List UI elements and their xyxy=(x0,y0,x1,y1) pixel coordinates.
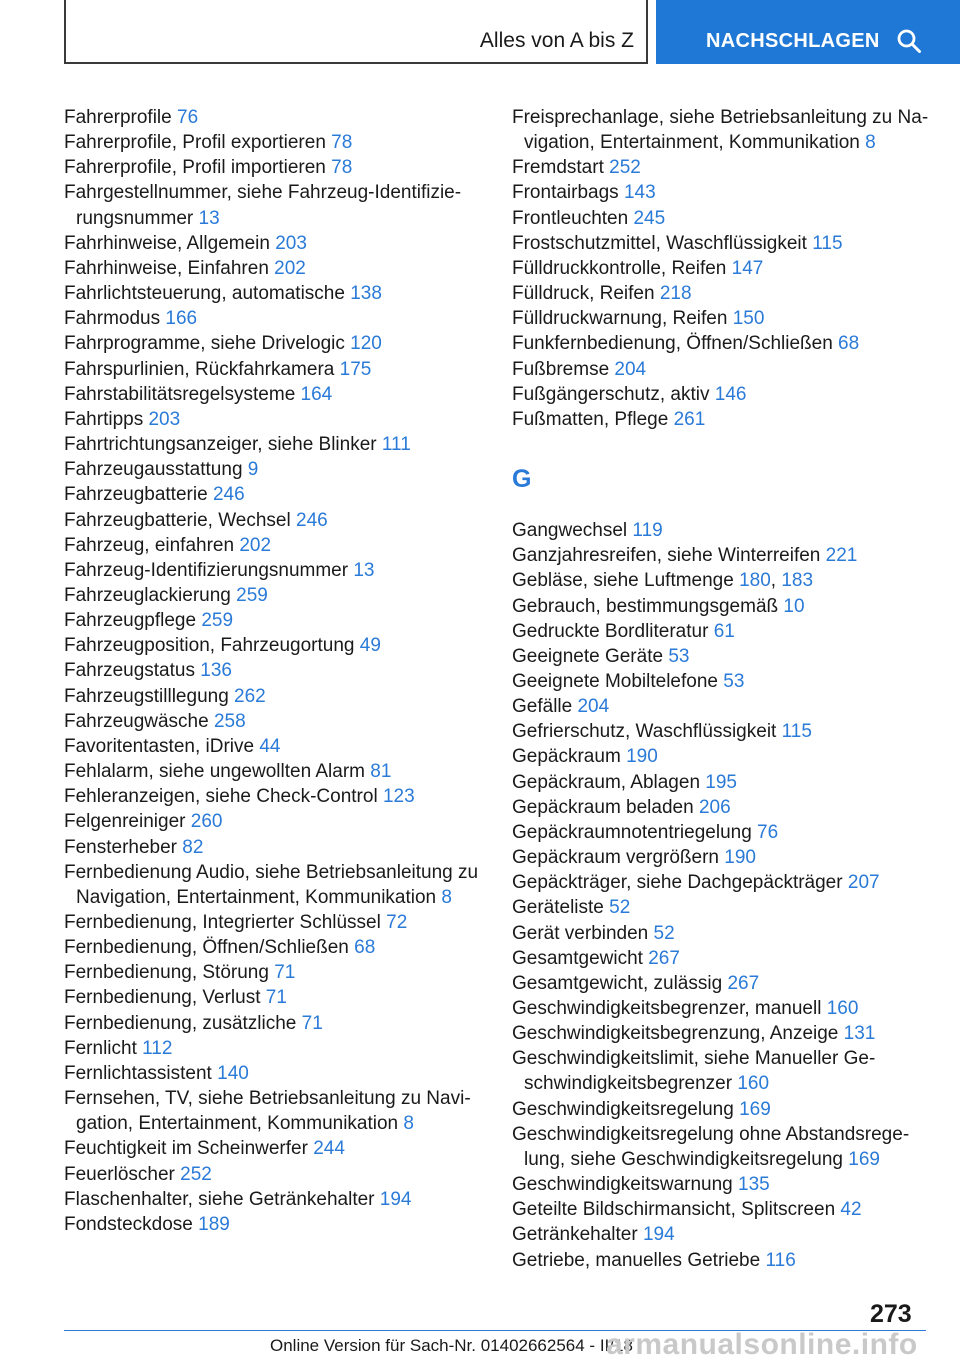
index-entry xyxy=(512,256,942,281)
index-entry-text: Fahrzeug, einfahren xyxy=(64,534,235,556)
page-link[interactable]: 8 xyxy=(403,1113,414,1135)
index-entry-text: Fernsehen, TV, siehe Betriebsanleitung zu Navigation, Entertainment, Kommunikation xyxy=(64,1088,471,1135)
page-link[interactable]: 71 xyxy=(274,962,296,984)
index-entry xyxy=(64,1036,484,1061)
page-link[interactable]: 136 xyxy=(200,660,232,682)
page-link[interactable]: 259 xyxy=(236,584,268,606)
index-entry-text: Fahrhinweise, Einfahren xyxy=(64,257,269,279)
page-link[interactable]: 9 xyxy=(247,459,259,481)
index-entry-text: Feuerlöscher xyxy=(64,1163,175,1185)
index-entry xyxy=(512,845,942,870)
index-entry-text: Geschwindigkeitslimit, siehe Manueller Geschwindigkeitsbegrenzer xyxy=(512,1048,876,1095)
index-entry xyxy=(512,407,942,432)
index-entry-text: Fülldruckwarnung, Reifen xyxy=(512,308,728,330)
index-entry xyxy=(64,608,484,633)
page-link[interactable]: 78 xyxy=(331,132,353,154)
page-link[interactable]: 53 xyxy=(668,645,690,667)
page-link[interactable]: 246 xyxy=(296,509,328,531)
page-link[interactable]: 42 xyxy=(840,1199,862,1221)
page-link[interactable]: 218 xyxy=(659,283,692,305)
page-link[interactable]: 169 xyxy=(848,1148,880,1170)
index-entry xyxy=(64,734,484,759)
index-entry-text: Gepäckraum xyxy=(512,746,621,768)
index-entry-text: Geteilte Bildschirmansicht, Splitscreen xyxy=(512,1199,836,1221)
index-entry xyxy=(64,1187,484,1212)
index-entry xyxy=(64,306,484,331)
index-entry-text: Fehleranzeigen, siehe Check-Control xyxy=(64,786,378,808)
index-entry xyxy=(512,895,942,920)
page-link[interactable]: 61 xyxy=(713,620,735,642)
page-link[interactable]: 68 xyxy=(354,937,376,959)
index-entry-text: Gepäckraum vergrößern xyxy=(512,847,719,869)
page-link[interactable]: 204 xyxy=(614,358,647,380)
index-entry xyxy=(512,306,942,331)
index-entry xyxy=(64,130,484,155)
page-link[interactable]: 203 xyxy=(275,232,307,254)
index-entry-text: Fahrzeugstatus xyxy=(64,660,195,682)
index-entry-text: Frontairbags xyxy=(512,182,619,204)
index-entry-text: Fahrzeugposition, Fahrzeugortung xyxy=(64,635,355,657)
page-link[interactable]: 131 xyxy=(843,1023,876,1045)
page-link[interactable]: 246 xyxy=(212,484,245,506)
index-entry-text: Feuchtigkeit im Scheinwerfer xyxy=(64,1138,308,1160)
page-link[interactable]: 68 xyxy=(838,333,860,355)
page-link[interactable]: 244 xyxy=(313,1138,345,1160)
section-letter: G xyxy=(512,465,532,494)
index-entry xyxy=(512,594,942,619)
index-entry-text: Fahrzeug-Identifizierungsnummer xyxy=(64,559,349,581)
index-entry xyxy=(512,820,942,845)
index-entry xyxy=(512,331,942,356)
index-entry xyxy=(64,910,484,935)
index-entry xyxy=(64,759,484,784)
index-entry-text: Gepäckraum beladen xyxy=(512,796,694,818)
index-entry-text: Fahrzeugstilllegung xyxy=(64,685,229,707)
index-entry-text: Geschwindigkeitsregelung xyxy=(512,1098,734,1120)
index-entry xyxy=(64,709,484,734)
index-list-f xyxy=(512,105,942,432)
index-entry-text: Gesamtgewicht xyxy=(512,947,643,969)
index-entry-text: Getränkehalter xyxy=(512,1224,638,1246)
index-entry-text: Fahrgestellnummer, siehe Fahrzeug-Identifizierungsnummer xyxy=(64,182,462,229)
index-entry-text: Fensterheber xyxy=(64,836,178,858)
index-entry xyxy=(64,1011,484,1036)
index-entry-text: Gepäckträger, siehe Dachgepäckträger xyxy=(512,872,843,894)
index-entry: Gebläse, siehe Luftmenge 180, 183 xyxy=(512,570,814,592)
index-entry-text: Fahrlichtsteuerung, automatische xyxy=(64,283,345,305)
nachschlagen-button[interactable] xyxy=(656,0,960,64)
index-entry-text: Fahrspurlinien, Rückfahrkamera xyxy=(64,358,335,380)
index-entry xyxy=(512,231,942,256)
index-entry xyxy=(64,331,484,356)
page-link[interactable]: 52 xyxy=(609,897,631,919)
index-entry-text: Fernbedienung, Öffnen/Schließen xyxy=(64,937,349,959)
index-entry xyxy=(64,1061,484,1086)
index-entry xyxy=(512,1197,942,1222)
index-entry-text: Fahrzeugbatterie xyxy=(64,484,208,506)
page-link[interactable]: 143 xyxy=(623,182,656,204)
index-entry xyxy=(64,1212,484,1237)
index-entry-text: Fernbedienung, zusätzliche xyxy=(64,1012,297,1034)
index-entry xyxy=(64,457,484,482)
index-entry xyxy=(512,1097,942,1122)
index-entry xyxy=(512,357,942,382)
page-link[interactable]: 164 xyxy=(300,383,333,405)
index-entry xyxy=(512,870,942,895)
page-link[interactable]: 81 xyxy=(370,761,392,783)
watermark: armanualsonline.info xyxy=(606,1328,918,1361)
page-link[interactable]: 72 xyxy=(386,912,408,933)
page-link[interactable]: 115 xyxy=(781,721,812,743)
index-entry xyxy=(512,619,942,644)
index-entry xyxy=(64,281,484,306)
index-entry xyxy=(64,935,484,960)
index-entry-text: Fahrerprofile xyxy=(64,107,172,128)
index-entry xyxy=(64,357,484,382)
index-entry-text: Frontleuchten xyxy=(512,207,629,229)
index-list-g xyxy=(512,518,942,1273)
index-entry xyxy=(512,1122,942,1172)
page-link[interactable]: 206 xyxy=(698,796,731,818)
index-entry-text: Fernbedienung Audio, siehe Betriebsanleitung zu Navigation, Entertainment, Kommunikation xyxy=(64,861,479,908)
index-entry-text: Fremdstart xyxy=(512,157,604,179)
index-entry xyxy=(64,1162,484,1187)
index-entry xyxy=(64,658,484,683)
index-entry xyxy=(64,382,484,407)
index-entry xyxy=(64,105,484,130)
page-link[interactable]: 115 xyxy=(812,232,843,254)
index-column-right xyxy=(512,105,942,1273)
index-entry-text: Fernlicht xyxy=(64,1037,137,1059)
section-tab xyxy=(64,0,648,64)
index-entry-text: Fülldruck, Reifen xyxy=(512,283,655,305)
page-link[interactable]: 166 xyxy=(165,308,198,330)
page-link[interactable]: 221 xyxy=(825,545,858,567)
page-link[interactable]: 135 xyxy=(738,1174,770,1196)
index-entry-text: Fahrhinweise, Allgemein xyxy=(64,232,270,254)
index-entry xyxy=(64,407,484,432)
index-entry xyxy=(64,835,484,860)
index-entry xyxy=(64,508,484,533)
page-link[interactable]: 202 xyxy=(274,257,306,279)
index-entry xyxy=(512,518,942,543)
index-entry xyxy=(64,809,484,834)
index-entry-text: Geschwindigkeitsbegrenzung, Anzeige xyxy=(512,1023,839,1045)
index-entry-text: Geräteliste xyxy=(512,897,604,919)
index-entry-text: Felgenreiniger xyxy=(64,811,186,833)
page-link[interactable]: 82 xyxy=(182,836,204,858)
index-entry xyxy=(64,180,484,230)
page-link[interactable]: 13 xyxy=(353,559,375,581)
page-link[interactable]: 189 xyxy=(198,1213,230,1235)
index-entry-text: Gepäckraumnotentriegelung xyxy=(512,821,752,843)
index-entry xyxy=(512,180,942,205)
index-entry-text: Fülldruckkontrolle, Reifen xyxy=(512,257,727,279)
index-entry xyxy=(512,1248,942,1273)
page-link[interactable]: 260 xyxy=(190,811,223,833)
index-entry xyxy=(512,155,942,180)
page-link[interactable]: 175 xyxy=(339,358,372,380)
page-link[interactable]: 202 xyxy=(239,534,272,556)
index-entry xyxy=(512,719,942,744)
index-entry xyxy=(64,960,484,985)
page-link[interactable]: 183 xyxy=(781,570,814,592)
index-entry-text: Fernlichtassistent xyxy=(64,1062,212,1084)
page-link[interactable]: 207 xyxy=(847,872,880,894)
page-link[interactable]: 204 xyxy=(577,696,610,718)
page-link[interactable]: 252 xyxy=(180,1163,212,1185)
index-entry-text: Fahrerprofile, Profil exportieren xyxy=(64,132,326,154)
index-entry xyxy=(64,633,484,658)
index-entry xyxy=(512,770,942,795)
index-entry-text: Fahrstabilitätsregelsysteme xyxy=(64,383,296,405)
index-entry xyxy=(512,1222,942,1247)
index-entry-text: Gebläse, siehe Luftmenge xyxy=(512,570,734,592)
page-link[interactable]: 76 xyxy=(177,107,199,128)
index-entry-text: Fahrzeugbatterie, Wechsel xyxy=(64,509,291,531)
index-entry-text: Gedruckte Bordliteratur xyxy=(512,620,709,642)
index-entry xyxy=(64,533,484,558)
index-entry xyxy=(64,1086,484,1136)
index-entry-text: Fondsteckdose xyxy=(64,1213,193,1235)
page-link[interactable]: 160 xyxy=(826,998,859,1019)
index-entry xyxy=(512,1172,942,1197)
page-link[interactable]: 71 xyxy=(301,1012,323,1034)
index-entry-text: Fahrtrichtungsanzeiger, siehe Blinker xyxy=(64,434,377,456)
index-entry xyxy=(64,558,484,583)
page-link[interactable]: 160 xyxy=(737,1073,770,1095)
index-entry xyxy=(64,432,484,457)
page-link[interactable]: 53 xyxy=(723,670,745,692)
index-entry-text: Ganzjahresreifen, siehe Winterreifen xyxy=(512,545,821,567)
index-entry-text: Gepäckraum, Ablagen xyxy=(512,771,701,793)
page-link[interactable]: 13 xyxy=(198,207,220,229)
index-entry-text: Funkfernbedienung, Öffnen/Schließen xyxy=(512,333,833,355)
page-link[interactable]: 190 xyxy=(626,746,658,768)
index-entry-text: Fahrerprofile, Profil importieren xyxy=(64,157,326,179)
index-entry-text: Fußgängerschutz, aktiv xyxy=(512,383,710,405)
page-link[interactable]: 203 xyxy=(148,408,181,430)
index-entry xyxy=(512,206,942,231)
page-link[interactable]: 146 xyxy=(714,383,747,405)
index-entry-text: Fehlalarm, siehe ungewollten Alarm xyxy=(64,761,365,783)
index-entry xyxy=(64,1136,484,1161)
index-entry-text: Gangwechsel xyxy=(512,520,628,542)
index-entry xyxy=(512,996,942,1021)
index-entry-text: Fahrtipps xyxy=(64,408,144,430)
index-entry xyxy=(512,744,942,769)
index-entry xyxy=(64,231,484,256)
index-entry xyxy=(64,684,484,709)
index-entry-text: Fußbremse xyxy=(512,358,610,380)
page-link[interactable]: 190 xyxy=(724,847,756,869)
index-entry-text: Geschwindigkeitsbegrenzer, manuell xyxy=(512,998,822,1019)
index-entry xyxy=(512,1021,942,1046)
index-entry-text: Fahrzeuglackierung xyxy=(64,584,231,606)
page-link[interactable]: 262 xyxy=(234,685,266,707)
index-entry-text: Gebrauch, bestimmungsgemäß xyxy=(512,595,779,617)
index-entry-text: Gefälle xyxy=(512,696,573,718)
index-entry xyxy=(64,482,484,507)
index-entry-text: Fußmatten, Pflege xyxy=(512,408,669,430)
index-entry-text: Fahrzeugwäsche xyxy=(64,710,209,732)
index-entry xyxy=(64,155,484,180)
page-link[interactable]: 120 xyxy=(350,333,382,355)
page-link[interactable]: 44 xyxy=(259,735,281,757)
page-link[interactable]: 8 xyxy=(441,886,452,908)
page-link[interactable]: 245 xyxy=(633,207,666,229)
index-entry-text: Geeignete Mobiltelefone xyxy=(512,670,718,692)
page-link[interactable]: 138 xyxy=(350,283,382,305)
search-icon xyxy=(896,28,922,54)
index-entry-text: Geschwindigkeitswarnung xyxy=(512,1174,733,1196)
index-entry xyxy=(64,583,484,608)
index-entry-text: Fahrzeugausstattung xyxy=(64,459,243,481)
page-link[interactable]: 150 xyxy=(732,308,765,330)
index-entry-text: Fernbedienung, Integrierter Schlüssel xyxy=(64,912,381,933)
index-entry xyxy=(512,105,942,155)
index-entry xyxy=(512,281,942,306)
index-entry xyxy=(512,795,942,820)
page-link[interactable]: 78 xyxy=(331,157,353,179)
page-link[interactable]: 140 xyxy=(217,1062,249,1084)
page-link[interactable]: 259 xyxy=(201,610,234,632)
index-entry xyxy=(512,694,942,719)
index-entry xyxy=(512,669,942,694)
index-entry xyxy=(512,1046,942,1096)
page-link[interactable]: 116 xyxy=(765,1249,796,1271)
page-link[interactable]: 119 xyxy=(632,520,663,542)
page-link[interactable]: 267 xyxy=(727,972,760,994)
index-entry-text: Geeignete Geräte xyxy=(512,645,664,667)
page-link[interactable]: 194 xyxy=(642,1224,675,1246)
page-link[interactable]: 258 xyxy=(213,710,246,732)
index-entry-text: Favoritentasten, iDrive xyxy=(64,735,255,757)
index-entry-text: Fernbedienung, Störung xyxy=(64,962,269,984)
index-entry-text: Fahrmodus xyxy=(64,308,161,330)
page-link[interactable]: 111 xyxy=(381,434,411,456)
nachschlagen-label: NACHSCHLAGEN xyxy=(706,30,880,52)
page-link[interactable]: 261 xyxy=(673,408,706,430)
page-link[interactable]: 194 xyxy=(379,1188,412,1210)
page-link[interactable]: 147 xyxy=(731,257,764,279)
page-link[interactable]: 267 xyxy=(648,947,680,969)
page-link[interactable]: 195 xyxy=(705,771,737,793)
index-entry xyxy=(64,784,484,809)
index-entry xyxy=(512,921,942,946)
index-entry xyxy=(512,644,942,669)
footer-text: Online Version für Sach-Nr. 01402662564 - II/18 xyxy=(270,1336,633,1355)
page-link[interactable]: 252 xyxy=(609,157,641,179)
page-link[interactable]: 8 xyxy=(865,132,876,154)
index-entry-text: Gerät verbinden xyxy=(512,922,649,944)
index-entry-text: Gefrierschutz, Waschflüssigkeit xyxy=(512,721,777,743)
index-entry xyxy=(512,382,942,407)
index-entry xyxy=(64,860,484,910)
index-entry-text: Gesamtgewicht, zulässig xyxy=(512,972,723,994)
index-entry-text: Getriebe, manuelles Getriebe xyxy=(512,1249,761,1271)
index-entry-text: Flaschenhalter, siehe Getränkehalter xyxy=(64,1188,375,1210)
index-entry-text: Geschwindigkeitsregelung ohne Abstandsregelung, siehe Geschwindigkeitsregelung xyxy=(512,1123,910,1170)
page-number: 273 xyxy=(870,1300,912,1328)
page-link[interactable]: 71 xyxy=(265,987,287,1009)
page-link[interactable]: 52 xyxy=(653,922,675,944)
page-link[interactable]: 76 xyxy=(757,821,779,843)
index-entry xyxy=(512,946,942,971)
index-entry xyxy=(64,256,484,281)
section-title: Alles von A bis Z xyxy=(479,29,634,52)
index-entry-text: Frostschutzmittel, Waschflüssigkeit xyxy=(512,232,807,254)
index-entry-text: Fahrzeugpflege xyxy=(64,610,197,632)
page-link[interactable]: 49 xyxy=(359,635,381,657)
page-link[interactable]: 123 xyxy=(382,786,415,808)
index-entry-text: Fahrprogramme, siehe Drivelogic xyxy=(64,333,345,355)
index-column-left xyxy=(64,105,484,1237)
index-entry xyxy=(64,985,484,1010)
index-entry-text: Freisprechanlage, siehe Betriebsanleitung zu Navigation, Entertainment, Kommunikation xyxy=(512,107,929,154)
page-link[interactable]: 169 xyxy=(739,1098,771,1120)
page-link[interactable]: 10 xyxy=(783,595,805,617)
index-entry xyxy=(512,971,942,996)
index-entry-text: Fernbedienung, Verlust xyxy=(64,987,261,1009)
page-link[interactable]: 180 xyxy=(739,570,771,592)
index-entry xyxy=(512,543,942,568)
page-link[interactable]: 112 xyxy=(142,1037,173,1059)
